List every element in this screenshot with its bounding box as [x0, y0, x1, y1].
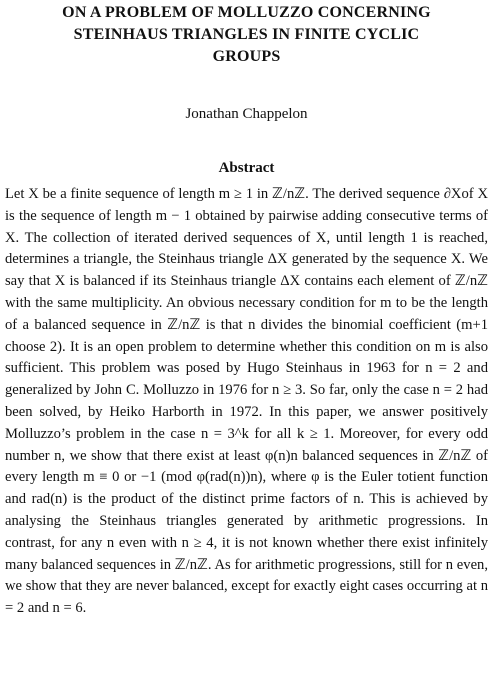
- title-line-3: GROUPS: [212, 48, 281, 65]
- abstract-text: Let X be a finite sequence of length m ≥ 1 in ℤ/nℤ. The derived sequence ∂Xof X is the sequence of length m − 1 obtained by pairwise adding consecutive terms of X. The collection of iterated derived sequences of X, until length 1 is reached, determines a triangle, the Steinhaus triangle ΔX generated by the sequence X. We say that X is balanced if its Steinhaus triangle ΔX contains each element of ℤ/nℤ with the same multiplicity. An obvious necessary condition for m to be the length of a balanced sequence in ℤ/nℤ is that n divides the binomial coefficient (m+1 choose 2). It is an open problem to determine whether this condition on m is also sufficient. This problem was posed by Hugo Steinhaus in 1963 for n = 2 and generalized by John C. Molluzzo in 1976 for n ≥ 3. So far, only the case n = 2 had been solved, by Heiko Harborth in 1972. In this paper, we answer positively Molluzzo’s problem in the case n = 3^k for all k ≥ 1. Moreover, for every odd number n, we show that there exist at least φ(n)n balanced sequences in ℤ/nℤ of every length m ≡ 0 or −1 (mod φ(rad(n))n), where φ is the Euler totient function and rad(n) is the product of the distinct prime factors of n. This is achieved by analysing the Steinhaus triangles generated by arithmetic progressions. In contrast, for any n even with n ≥ 4, it is not known whether there exist infinitely many balanced sequences in ℤ/nℤ. As for arithmetic progressions, still for n even, we show that they are never balanced, except for exactly eight cases occurring at n = 2 and n = 6.: [5, 186, 488, 617]
- title-line-1: ON A PROBLEM OF MOLLUZZO CONCERNING: [62, 4, 431, 21]
- abstract-heading: Abstract: [218, 160, 275, 176]
- title-line-2: STEINHAUS TRIANGLES IN FINITE CYCLIC: [73, 26, 420, 43]
- paper-title: [0, 2, 493, 68]
- author-name: Jonathan Chappelon: [185, 106, 308, 122]
